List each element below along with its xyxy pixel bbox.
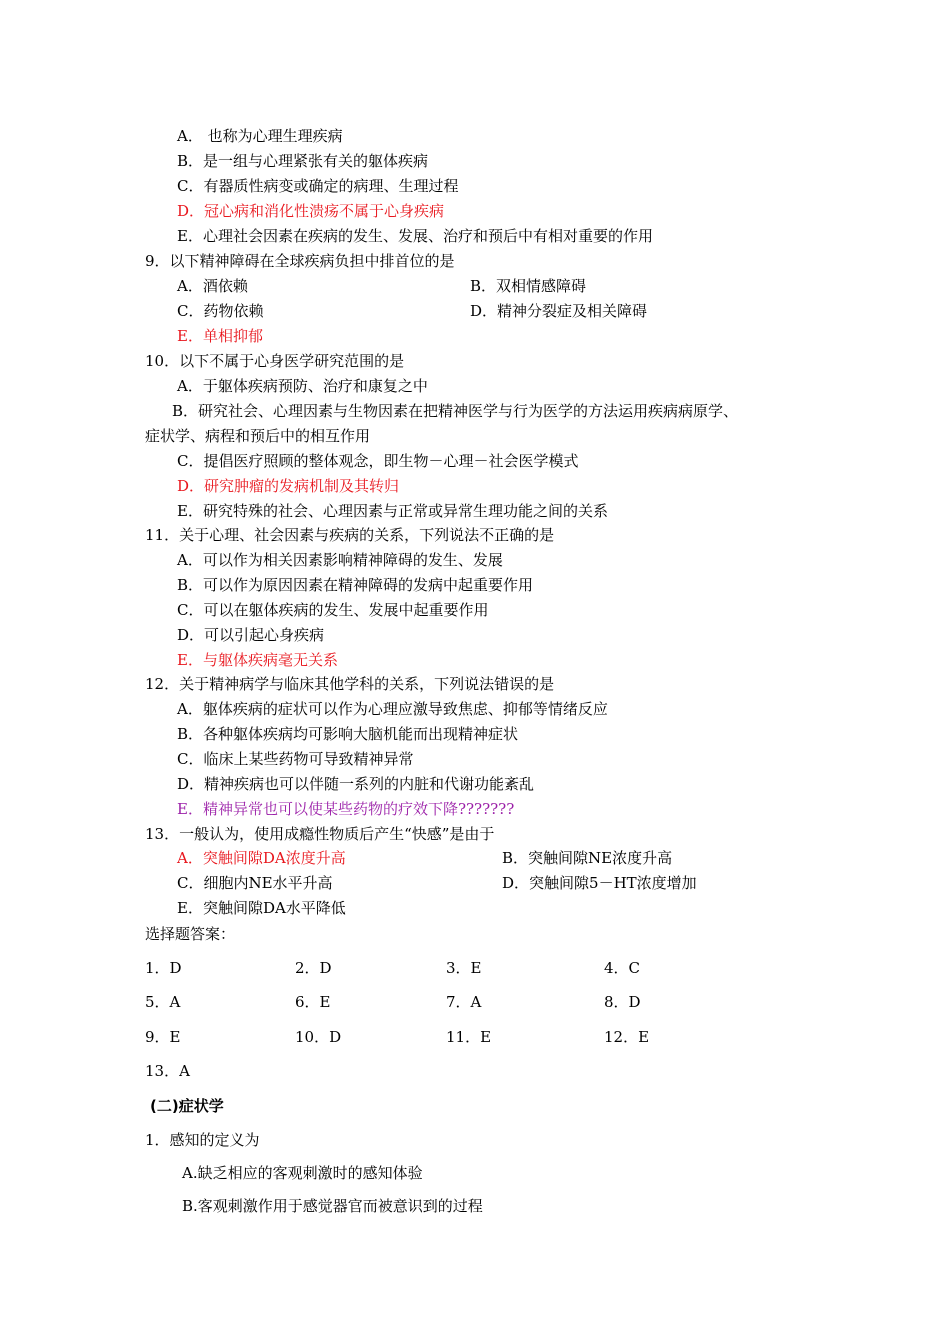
q13-option-d: D．突触间隙5－HT浓度增加: [502, 874, 697, 892]
q13-stem: 13．一般认为，使用成瘾性物质后产生“快感”是由于: [145, 825, 495, 843]
q10-option-b-line2: 症状学、病程和预后中的相互作用: [145, 427, 371, 445]
q9-option-d: D．精神分裂症及相关障碍: [470, 302, 648, 320]
answer-item: 5．A: [145, 993, 181, 1011]
q11-stem: 11．关于心理、社会因素与疾病的关系，下列说法不正确的是: [145, 526, 555, 544]
q9-option-e-answer: E．单相抑郁: [177, 327, 263, 345]
answer-item: 7．A: [446, 993, 482, 1011]
q13-option-b: B．突触间隙NE浓度升高: [502, 849, 673, 867]
answer-item: 4．C: [604, 959, 641, 977]
q10-option-d-answer: D．研究肿瘤的发病机制及其转归: [177, 477, 400, 495]
q13-option-a-answer: A．突触间隙DA浓度升高: [177, 849, 346, 867]
q11-option-c: C．可以在躯体疾病的发生、发展中起重要作用: [177, 601, 489, 619]
q9-option-b: B．双相情感障碍: [470, 277, 587, 295]
section-heading: (二)症状学: [150, 1097, 224, 1115]
answer-item: 6．E: [295, 993, 331, 1011]
answer-item: 2．D: [295, 959, 332, 977]
q11-option-e-answer: E．与躯体疾病毫无关系: [177, 651, 338, 669]
q9-option-a: A．酒依赖: [177, 277, 248, 295]
q10-option-b-line1: B．研究社会、心理因素与生物因素在把精神医学与行为医学的方法运用疾病病原学、: [172, 402, 739, 420]
q9-option-c: C．药物依赖: [177, 302, 264, 320]
q11-option-a: A．可以作为相关因素影响精神障碍的发生、发展: [177, 551, 503, 569]
answer-item: 10．D: [295, 1028, 342, 1046]
q13-option-e: E．突触间隙DA水平降低: [177, 899, 346, 917]
q8-option-b: B．是一组与心理紧张有关的躯体疾病: [177, 152, 429, 170]
q12-option-b: B．各种躯体疾病均可影响大脑机能而出现精神症状: [177, 725, 519, 743]
q12-option-a: A．躯体疾病的症状可以作为心理应激导致焦虑、抑郁等情绪反应: [177, 700, 608, 718]
s2-q1-stem: 1．感知的定义为: [145, 1131, 260, 1149]
q8-option-a: A． 也称为心理生理疾病: [177, 127, 343, 145]
answer-item: 1．D: [145, 959, 182, 977]
s2-q1-option-a: A.缺乏相应的客观刺激时的感知体验: [182, 1164, 423, 1182]
q9-stem: 9．以下精神障碍在全球疾病负担中排首位的是: [145, 252, 455, 270]
q10-option-c: C．提倡医疗照顾的整体观念，即生物－心理－社会医学模式: [177, 452, 579, 470]
answer-item: 9．E: [145, 1028, 181, 1046]
answer-item: 13．A: [145, 1062, 190, 1080]
answer-item: 8．D: [604, 993, 641, 1011]
q10-option-a: A．于躯体疾病预防、治疗和康复之中: [177, 377, 428, 395]
answer-item: 12．E: [604, 1028, 650, 1046]
q12-option-e-answer: E．精神异常也可以使某些药物的疗效下降???????: [177, 800, 515, 818]
q8-option-c: C．有器质性病变或确定的病理、生理过程: [177, 177, 459, 195]
answer-item: 11．E: [446, 1028, 492, 1046]
q10-stem: 10．以下不属于心身医学研究范围的是: [145, 352, 405, 370]
q12-option-d: D．精神疾病也可以伴随一系列的内脏和代谢功能紊乱: [177, 775, 535, 793]
answer-item: 3．E: [446, 959, 482, 977]
s2-q1-option-b: B.客观刺激作用于感觉器官而被意识到的过程: [182, 1197, 483, 1215]
q11-option-b: B．可以作为原因因素在精神障碍的发病中起重要作用: [177, 576, 534, 594]
q12-option-c: C．临床上某些药物可导致精神异常: [177, 750, 414, 768]
q8-option-d-answer: D．冠心病和消化性溃疡不属于心身疾病: [177, 202, 445, 220]
q10-option-e: E．研究特殊的社会、心理因素与正常或异常生理功能之间的关系: [177, 502, 608, 520]
q11-option-d: D．可以引起心身疾病: [177, 626, 325, 644]
q8-option-e: E．心理社会因素在疾病的发生、发展、治疗和预后中有相对重要的作用: [177, 227, 653, 245]
q13-option-c: C．细胞内NE水平升高: [177, 874, 333, 892]
answers-title: 选择题答案：: [145, 925, 236, 943]
q12-stem: 12．关于精神病学与临床其他学科的关系，下列说法错误的是: [145, 675, 555, 693]
